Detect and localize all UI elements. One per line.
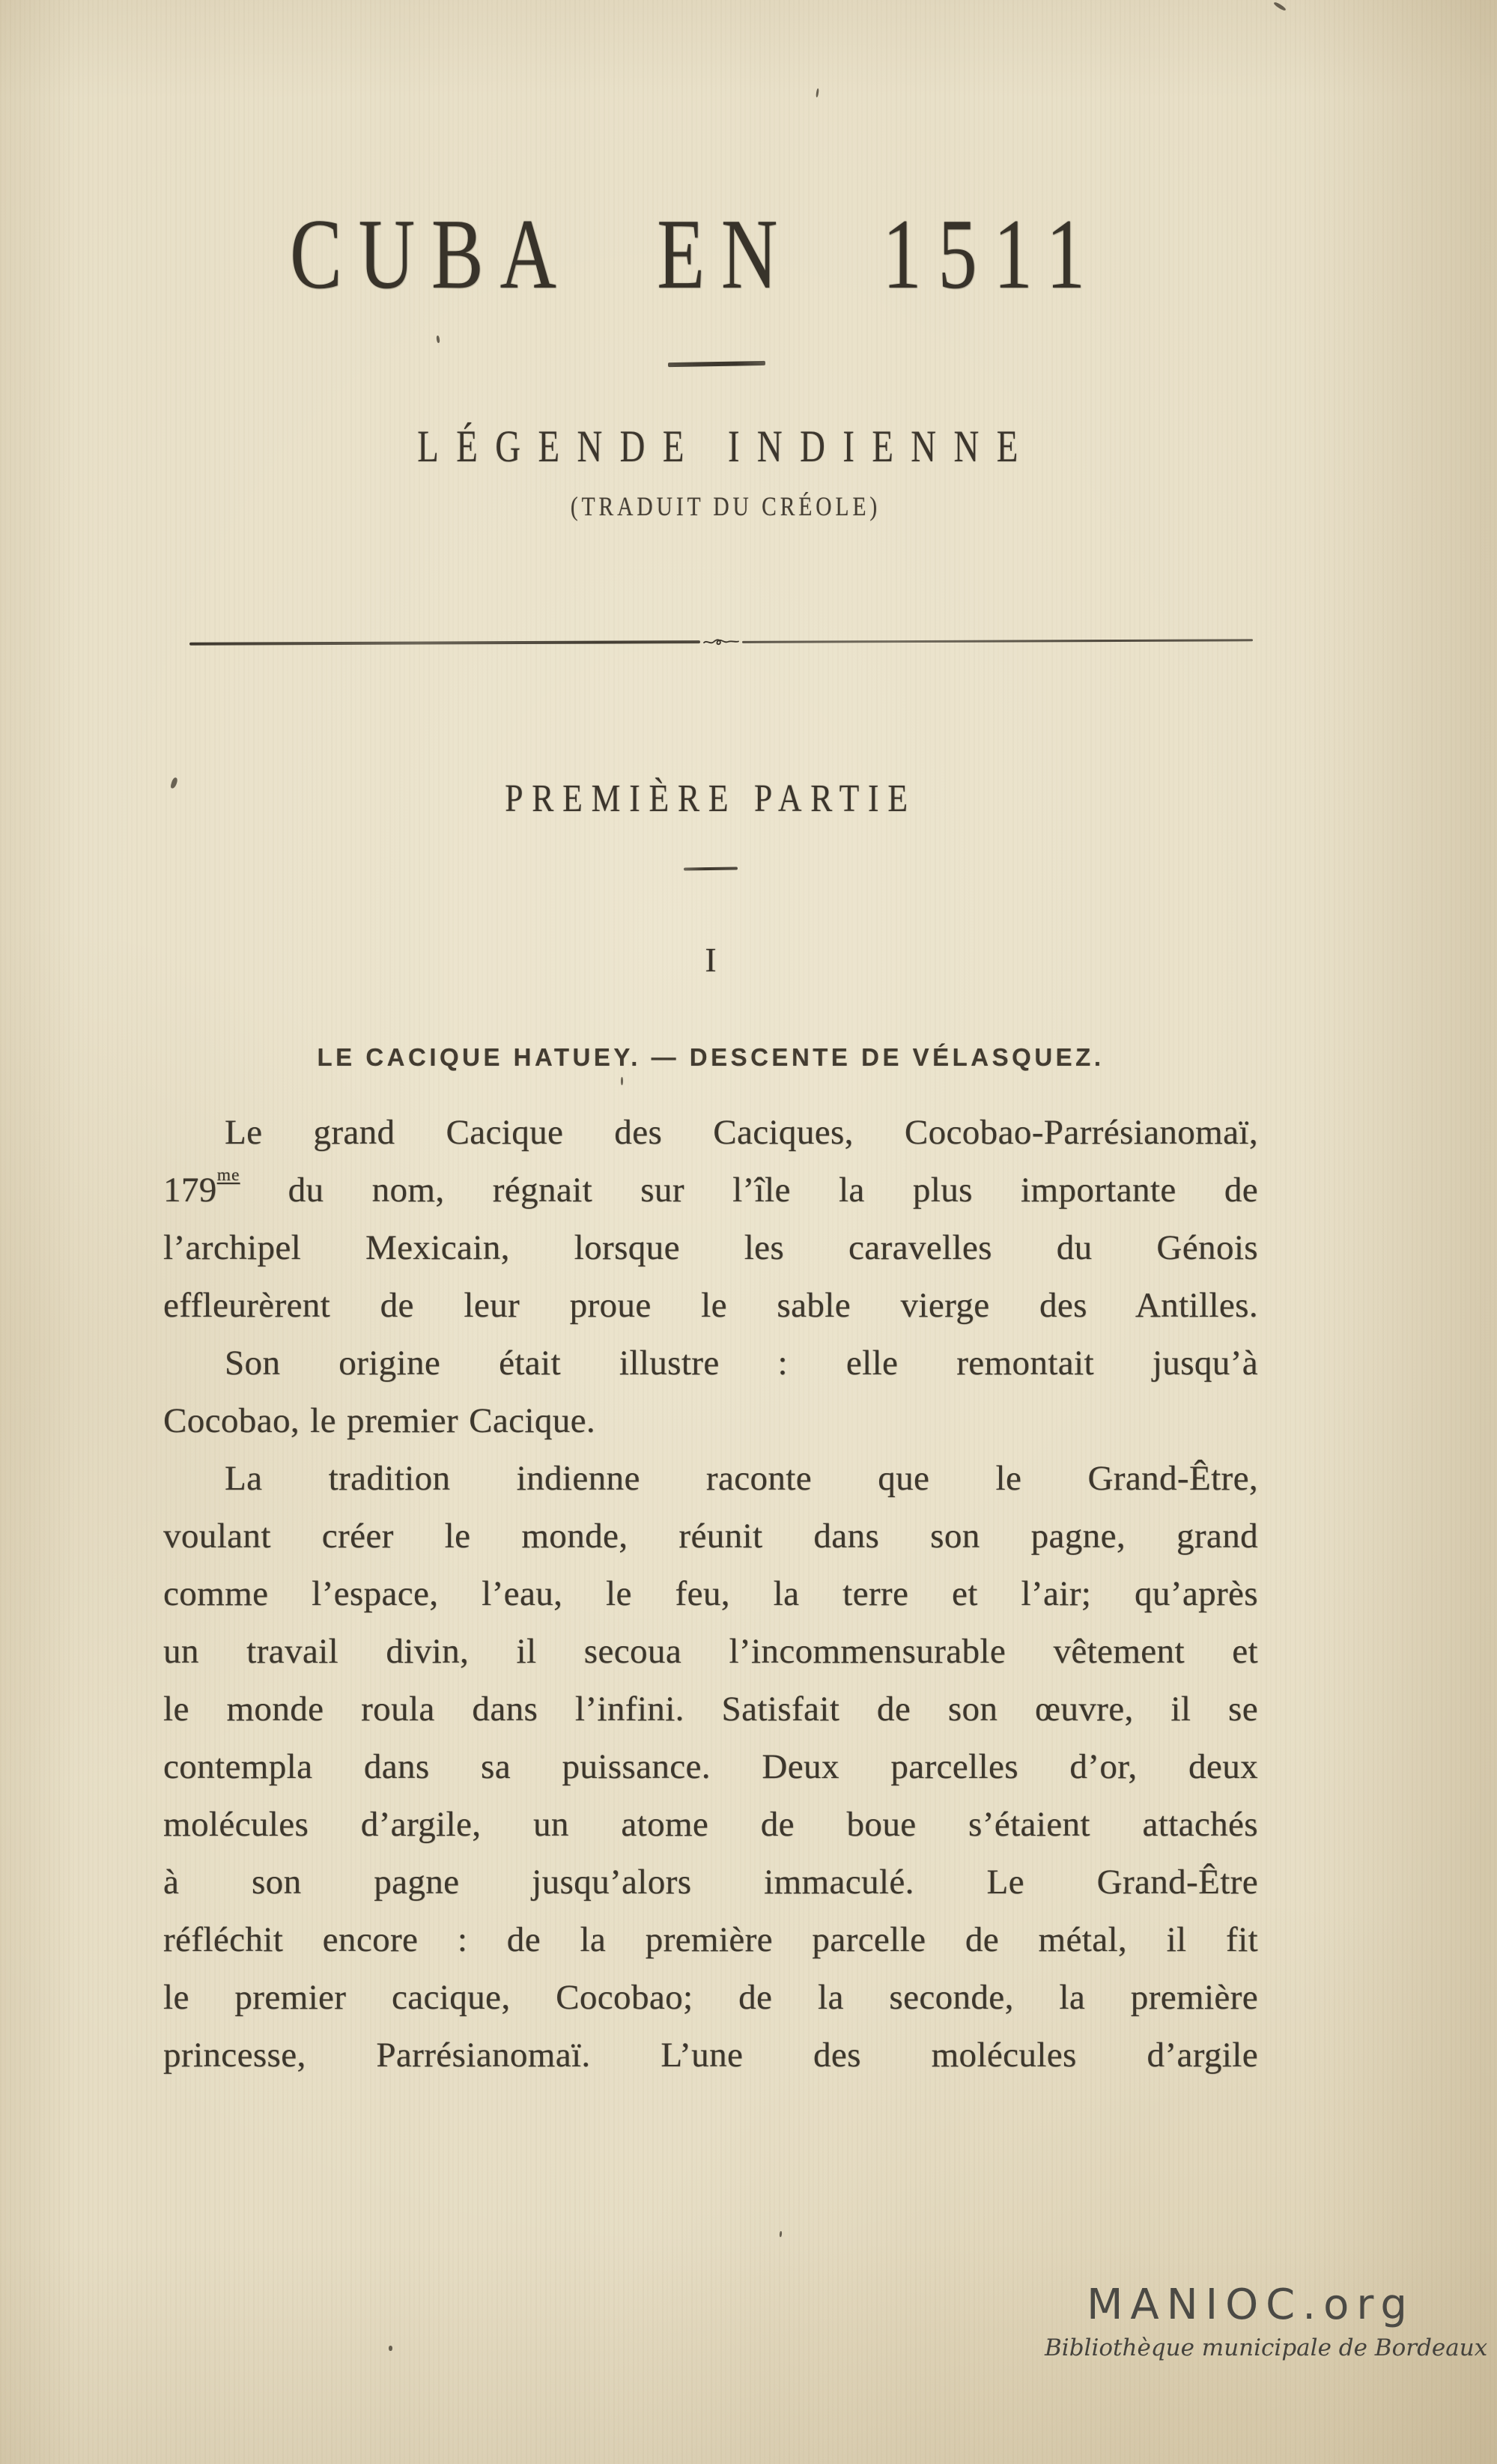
ornamental-rule bbox=[189, 636, 1253, 647]
text-line: Cocobao, le premier Cacique. bbox=[163, 1401, 596, 1440]
rule-left-segment bbox=[189, 640, 700, 646]
text-line: l’archipel Mexicain, lorsque les caravelles du Génois bbox=[163, 1228, 1258, 1267]
book-title: CUBA EN 1511 bbox=[290, 198, 1102, 309]
body-text bbox=[163, 1104, 1258, 2084]
text-line: princesse, Parrésianomaï. L’une des molécules d’argile bbox=[163, 2036, 1258, 2075]
text-line: voulant créer le monde, réunit dans son pagne, grand bbox=[163, 1517, 1258, 1556]
library-watermark bbox=[1045, 2281, 1488, 2361]
text-line: réfléchit encore : de la première parcelle de métal, il fit bbox=[163, 1920, 1258, 1959]
text-line: comme l’espace, l’eau, le feu, la terre et l’air; qu’après bbox=[163, 1574, 1258, 1613]
rule-right-segment bbox=[742, 639, 1253, 643]
part-heading: PREMIÈRE PARTIE bbox=[505, 777, 917, 820]
chapter-numeral: I bbox=[705, 941, 717, 979]
subtitle-note: (TRADUIT DU CRÉOLE) bbox=[570, 491, 881, 521]
text-line: le monde roula dans l’infini. Satisfait de son œuvre, il se bbox=[163, 1690, 1258, 1729]
chapter-heading: LE CACIQUE HATUEY. — DESCENTE DE VÉLASQUEZ. bbox=[317, 1043, 1105, 1071]
text-line: le premier cacique, Cocobao; de la seconde, la première bbox=[163, 1978, 1258, 2017]
text-line: molécules d’argile, un atome de boue s’étaient attachés bbox=[163, 1805, 1258, 1844]
text-line: Son origine était illustre : elle remontait jusqu’à bbox=[225, 1344, 1258, 1383]
manioc-logo: MANIOC.org bbox=[1087, 2281, 1415, 2329]
text-line: effleurèrent de leur proue le sable vierge des Antilles. bbox=[163, 1286, 1258, 1325]
paper-speck bbox=[389, 2346, 392, 2351]
rule-center-ornament-icon bbox=[703, 636, 739, 648]
text-line: un travail divin, il secoua l’incommensurable vêtement et bbox=[163, 1632, 1258, 1671]
ordinal-superscript: me bbox=[216, 1165, 240, 1186]
text-block bbox=[163, 0, 1258, 2464]
text-line: contempla dans sa puissance. Deux parcelles d’or, deux bbox=[163, 1747, 1258, 1786]
book-subtitle: LÉGENDE INDIENNE bbox=[417, 422, 1036, 471]
text-line: La tradition indienne raconte que le Grand-Être, bbox=[225, 1459, 1258, 1498]
text-line: Le grand Cacique des Caciques, Cocobao-Parrésianomaï, bbox=[225, 1113, 1258, 1152]
paper-speck bbox=[621, 1077, 623, 1085]
text-line: à son pagne jusqu’alors immaculé. Le Grand-Être bbox=[163, 1863, 1258, 1902]
library-credit: Bibliothèque municipale de Bordeaux bbox=[1045, 2334, 1488, 2361]
title-divider bbox=[668, 361, 765, 367]
paper-speck bbox=[1273, 1, 1287, 12]
part-divider bbox=[684, 867, 738, 870]
text-line: $179^{me}$ du nom, régnait sur l’île la plus importante de bbox=[163, 1165, 1258, 1210]
